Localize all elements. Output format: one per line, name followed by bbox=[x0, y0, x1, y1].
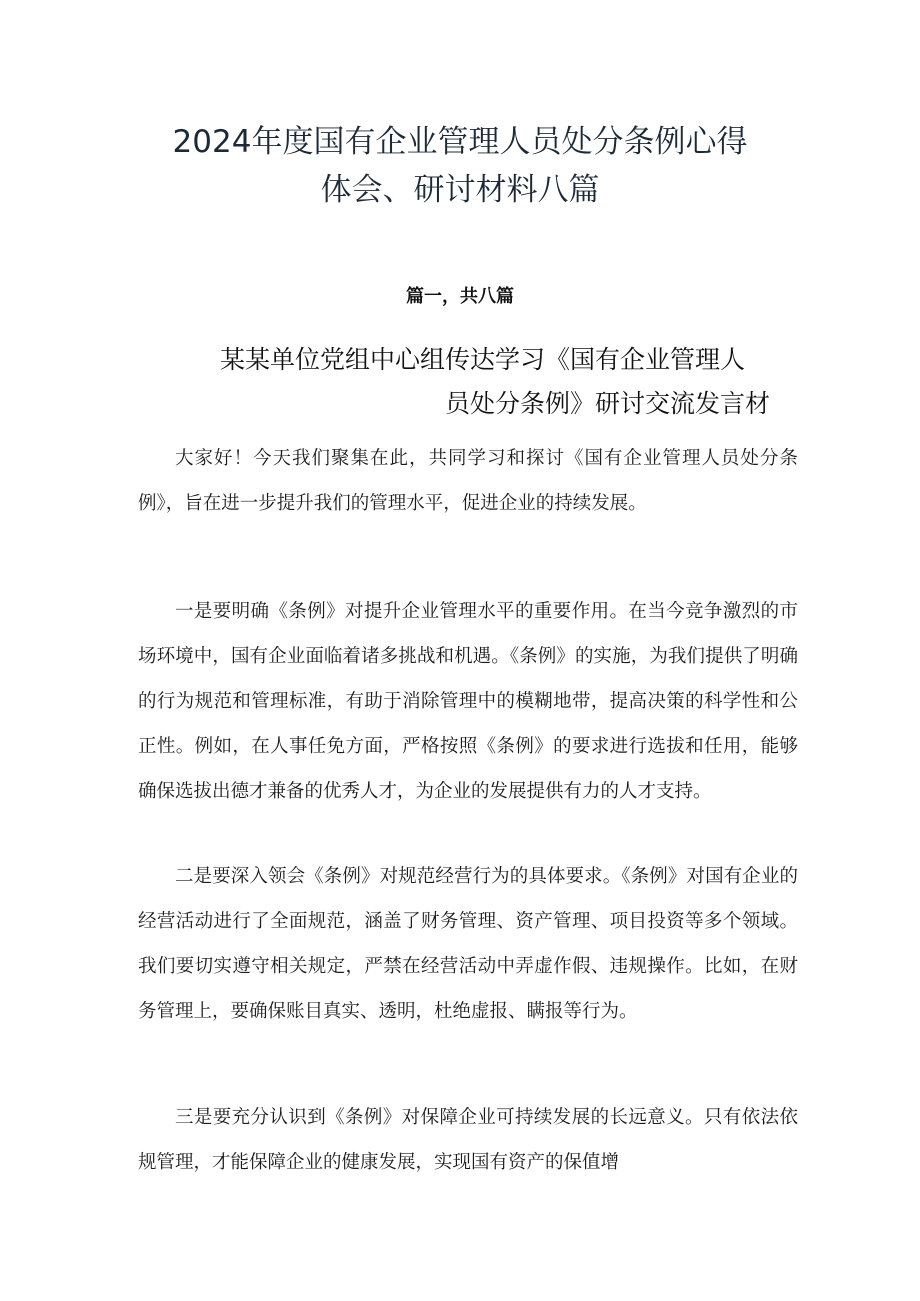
section-label: 篇一，共八篇 bbox=[406, 286, 514, 307]
body-paragraph-point-three: 三是要充分认识到《条例》对保障企业可持续发展的长远意义。只有依法依规管理，才能保障企业的健康发展，实现国有资产的保值增 bbox=[138, 1107, 798, 1173]
body-paragraph-point-one: 一是要明确《条例》对提升企业管理水平的重要作用。在当今竞争激烈的市场环境中，国有企业面临着诸多挑战和机遇。《条例》的实施，为我们提供了明确的行为规范和管理标准，有助于消除管理中的模糊地带，提高决策的科学性和公正性。例如，在人事任免方面，严格按照《条例》的要求进行选拔和任用，能够确保选拔出德才兼备的优秀人才，为企业的发展提供有力的人才支持。 bbox=[138, 601, 798, 802]
body-paragraph-opening: 大家好！今天我们聚集在此，共同学习和探讨《国有企业管理人员处分条例》，旨在进一步提升我们的管理水平，促进企业的持续发展。 bbox=[138, 448, 798, 514]
body-paragraph-point-two: 二是要深入领会《条例》对规范经营行为的具体要求。《条例》对国有企业的经营活动进行了全面规范，涵盖了财务管理、资产管理、项目投资等多个领域。我们要切实遵守相关规定，严禁在经营活动中弄虚作假、违规操作。比如，在财务管理上，要确保账目真实、透明，杜绝虚报、瞒报等行为。 bbox=[138, 866, 798, 1022]
document-title-line-2: 体会、研讨材料八篇 bbox=[320, 172, 600, 208]
speech-title-line-2: 员处分条例》研讨交流发言材 bbox=[444, 389, 770, 418]
speech-title-line-1: 某某单位党组中心组传达学习《国有企业管理人 bbox=[220, 345, 746, 374]
document-title-line-1: 2024年度国有企业管理人员处分条例心得 bbox=[172, 124, 748, 160]
